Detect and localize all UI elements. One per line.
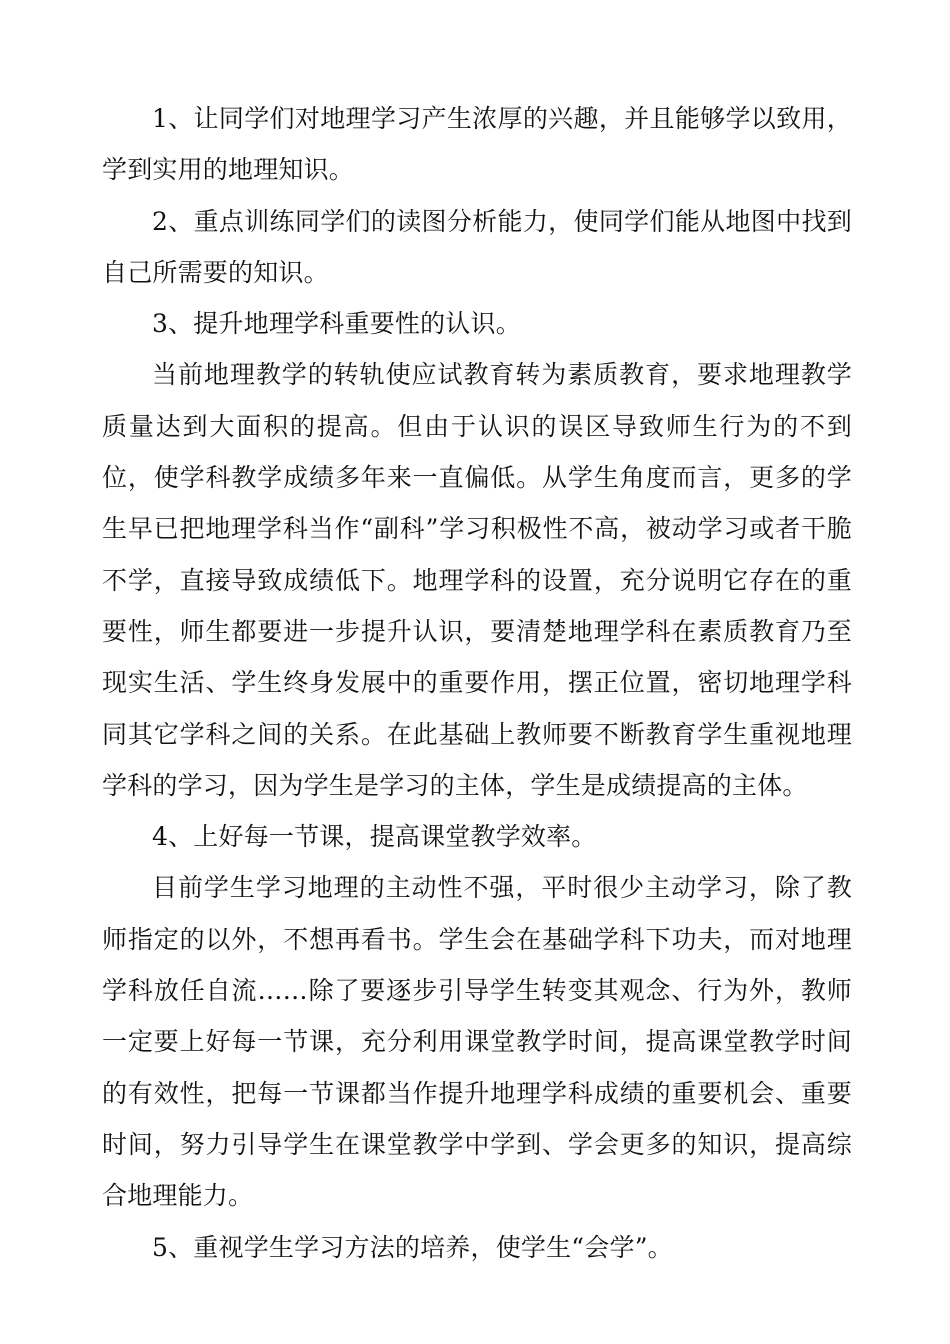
paragraph-goal-1: 1、让同学们对地理学习产生浓厚的兴趣，并且能够学以致用，学到实用的地理知识。 [102, 104, 852, 185]
paragraph-body-3: 当前地理教学的转轨使应试教育转为素质教育，要求地理教学质量达到大面积的提高。但由于认识的误区导致师生行为的不到位，使学科教学成绩多年来一直偏低。从学生角度而言，更多的学生早已把地理学科当作“副科”学习积极性不高，被动学习或者干脆不学，直接导致成绩低下。地理学科的设置，充分说明它存在的重要性，师生都要进一步提升认识，要清楚地理学科在素质教育乃至现实生活、学生终身发展中的重要作用，摆正位置，密切地理学科同其它学科之间的关系。在此基础上教师要不断教育学生重视地理学科的学习，因为学生是学习的主体，学生是成绩提高的主体。 [102, 360, 852, 800]
paragraph-heading-5: 5、重视学生学习方法的培养，使学生“会学”。 [152, 1232, 673, 1262]
paragraph-heading-3: 3、提升地理学科重要性的认识。 [152, 309, 521, 339]
paragraph-heading-4: 4、上好每一节课，提高课堂教学效率。 [152, 822, 597, 852]
paragraph-body-4: 目前学生学习地理的主动性不强，平时很少主动学习，除了教师指定的以外，不想再看书。学生会在基础学科下功夫，而对地理学科放任自流……除了要逐步引导学生转变其观念、行为外，教师一定要上好每一节课，充分利用课堂教学时间，提高课堂教学时间的有效性，把每一节课都当作提升地理学科成绩的重要机会、重要时间，努力引导学生在课堂教学中学到、学会更多的知识，提高综合地理能力。 [102, 873, 852, 1211]
paragraph-goal-2: 2、重点训练同学们的读图分析能力，使同学们能从地图中找到自己所需要的知识。 [102, 206, 852, 287]
document-body [102, 93, 852, 1273]
